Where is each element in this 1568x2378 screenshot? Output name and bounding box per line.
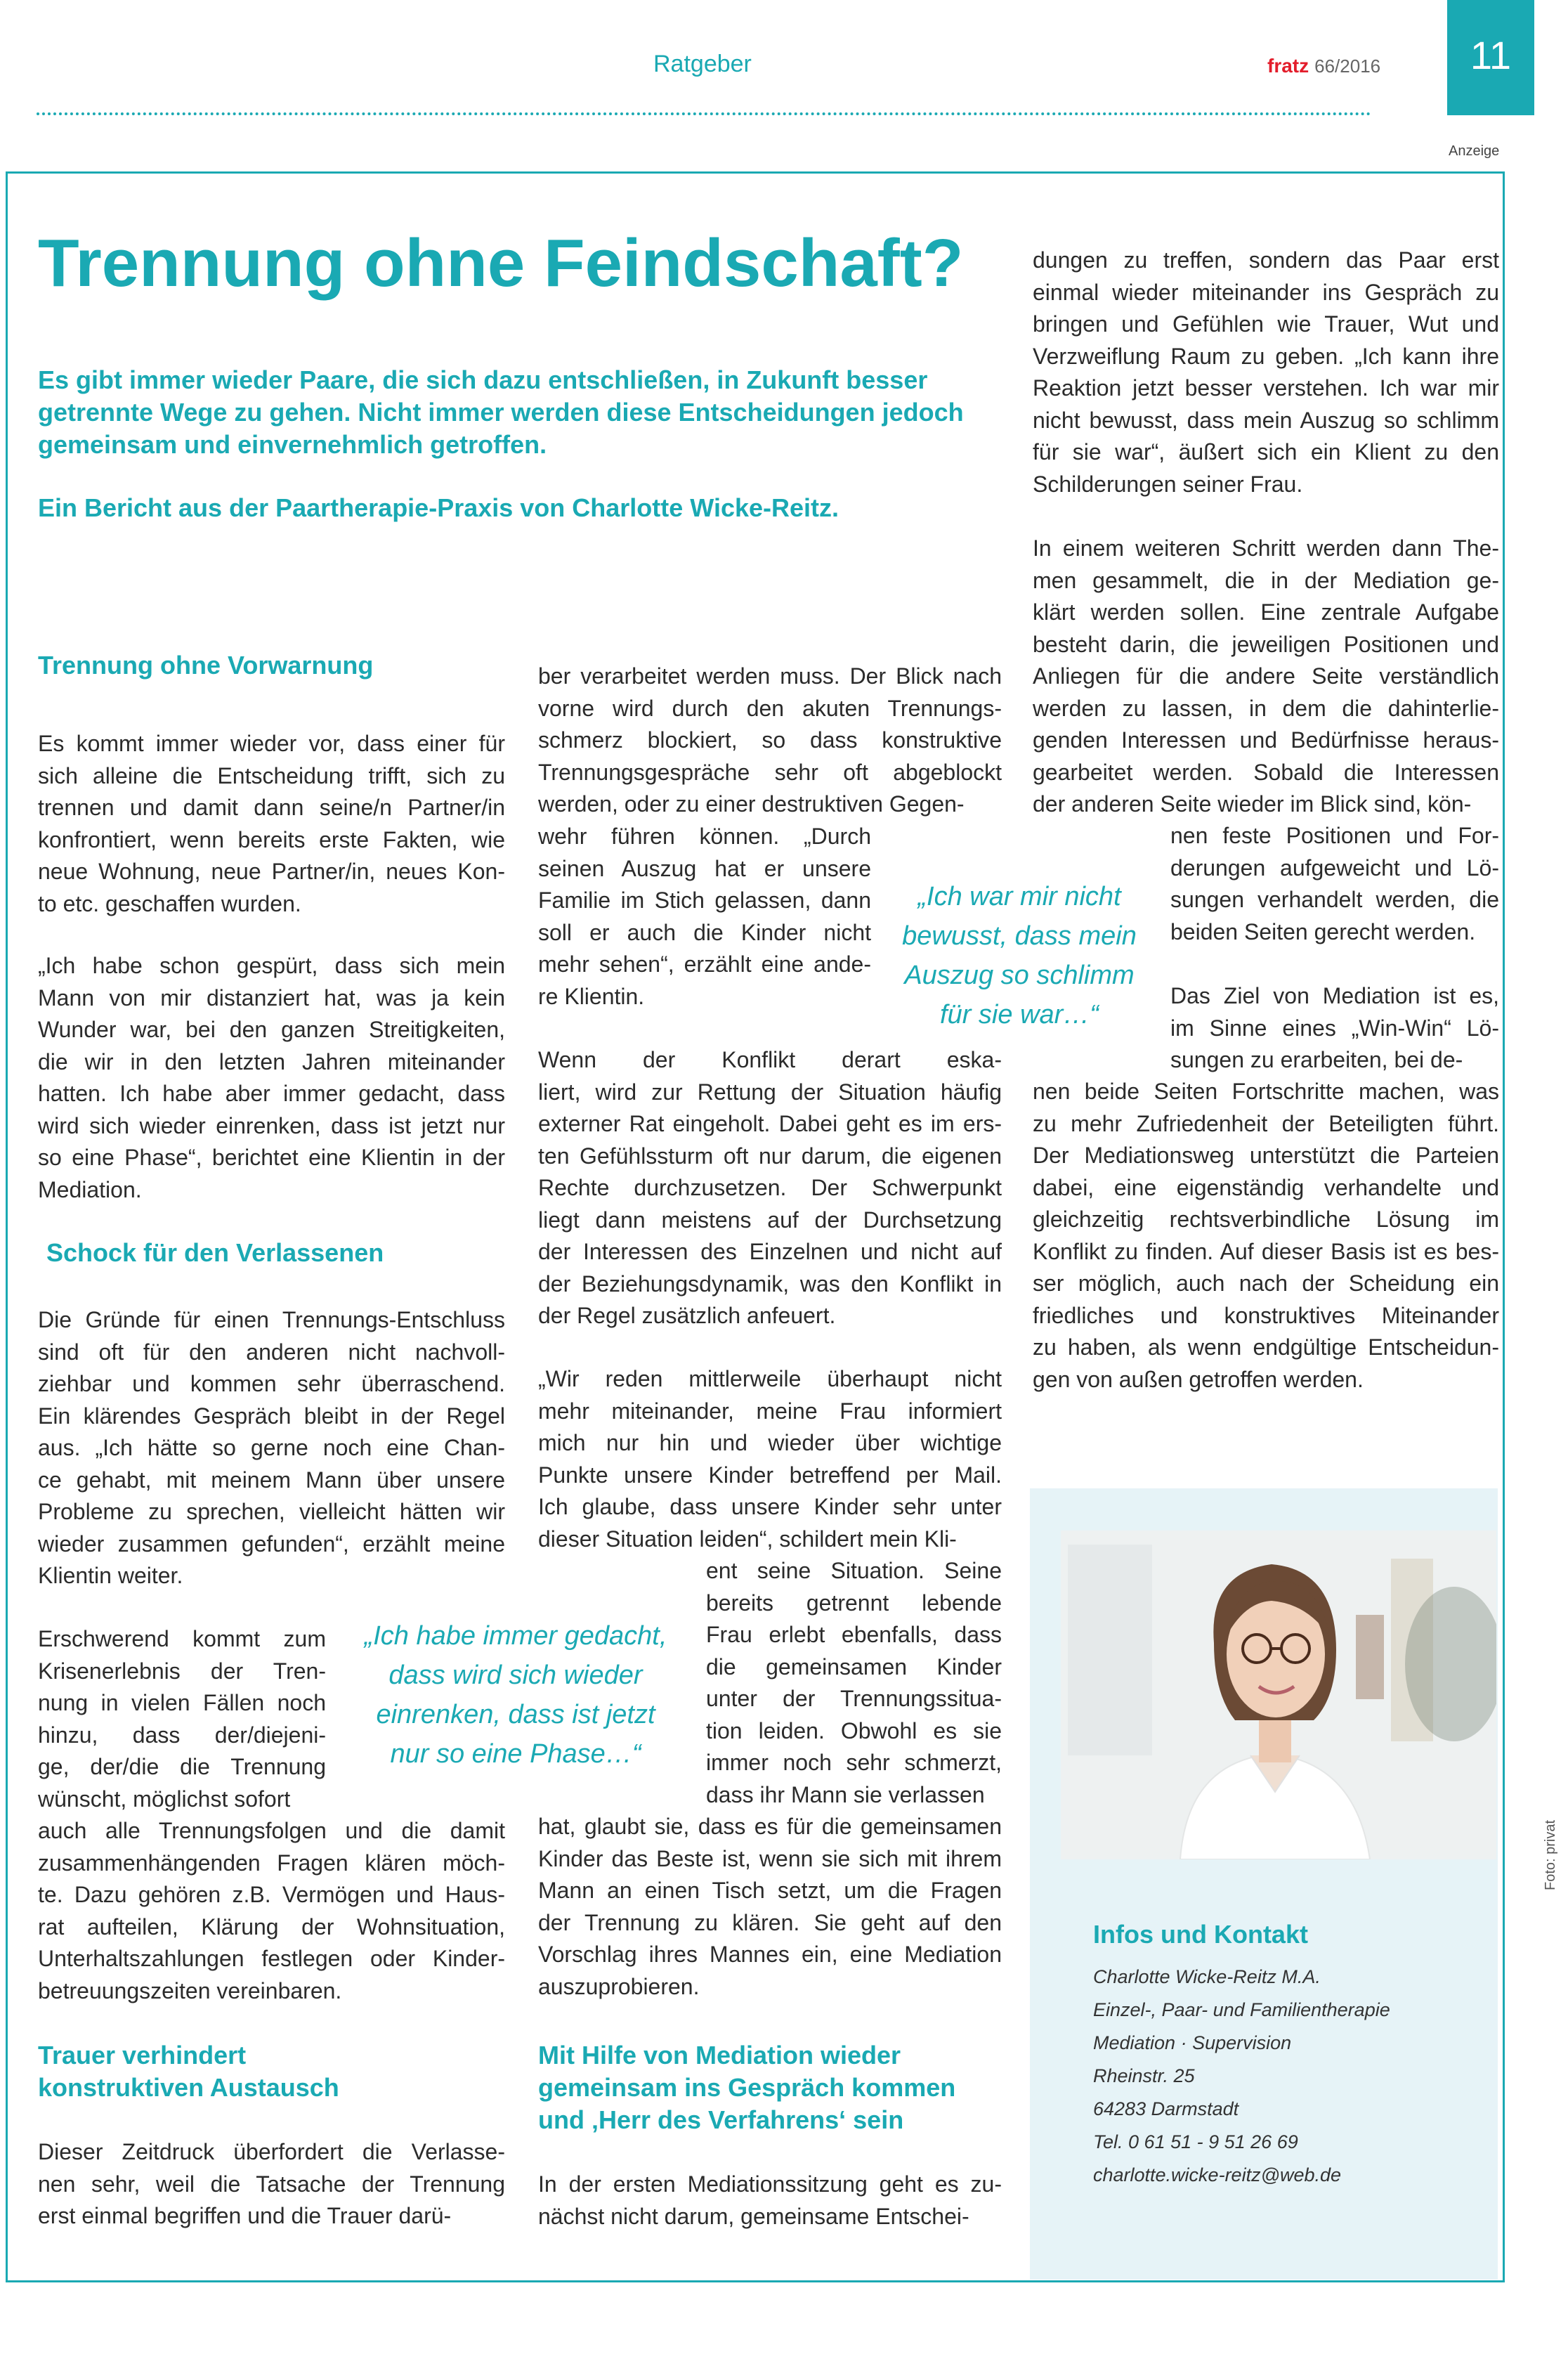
text-line: wehr führen können. „Durch <box>538 824 871 849</box>
text-line: nen sehr, weil die Tatsache der Trennung <box>38 2171 505 2197</box>
text-line: der Trennung zu klären. Sie geht auf den <box>538 1909 1002 1935</box>
col3-paragraph-3-wrap <box>1170 980 1499 1077</box>
col1-paragraph-3 <box>38 1304 505 1592</box>
text-line: re Klientin. <box>538 983 645 1009</box>
text-line: wieder zusammen gefunden“, erzählt meine <box>38 1531 505 1557</box>
text-line: betreuungszeiten vereinbaren. <box>38 1977 342 2003</box>
portrait-illustration <box>1061 1531 1496 1859</box>
text-line: konstruktiven Austausch <box>38 2073 339 2102</box>
subheading-mediation <box>538 2039 955 2136</box>
issue-number: 66/2016 <box>1314 56 1381 77</box>
text-line: für sie war…“ <box>940 1000 1099 1029</box>
pull-quote-1 <box>894 877 1145 1034</box>
page-number: 11 <box>1470 33 1512 77</box>
text-line: und ‚Herr des Verfahrens‘ sein <box>538 2105 904 2134</box>
text-line: mehr miteinander, meine Frau informiert <box>538 1398 1002 1424</box>
text-line: Es kommt immer wieder vor, dass einer für <box>38 731 505 756</box>
text-line: Einzel-, Paar- und Familientherapie <box>1093 1999 1390 2020</box>
text-line: te. Dazu gehören z.B. Vermögen und Haus- <box>38 1882 505 1907</box>
col1-paragraph-4-wrap <box>38 1623 326 1815</box>
text-line: werden zu lassen, in dem die dahinterlie- <box>1033 695 1499 721</box>
text-line: In der ersten Mediationssitzung geht es zu- <box>538 2171 1002 2197</box>
magazine-brand <box>1267 55 1380 77</box>
text-line: liegt dann meistens auf der Durchsetzung <box>538 1207 1002 1233</box>
portrait-photo <box>1061 1531 1496 1859</box>
col1-paragraph-4 <box>38 1815 505 2007</box>
text-line: Mann von mir distanziert hat, was ja kein <box>38 985 505 1011</box>
page-number-box <box>1447 0 1534 115</box>
text-line: to etc. geschaffen wurden. <box>38 890 301 916</box>
text-line: charlotte.wicke-reitz@web.de <box>1093 2164 1342 2185</box>
text-line: wünscht, möglichst sofort <box>38 1786 291 1812</box>
text-line: Dieser Zeitdruck überfordert die Verlasse- <box>38 2139 505 2164</box>
text-line: Rheinstr. 25 <box>1093 2065 1195 2086</box>
col2-paragraph-1 <box>538 661 1002 821</box>
text-line: sungen zu erarbeiten, bei de- <box>1170 1047 1463 1072</box>
text-line: schmerz blockiert, so dass konstruktive <box>538 727 1002 753</box>
text-line: ent seine Situation. Seine <box>706 1558 1002 1583</box>
text-line: gemeinsam ins Gespräch kommen <box>538 2073 956 2102</box>
text-line: im Sinne eines „Win-Win“ Lö- <box>1170 1015 1499 1041</box>
text-line: seinen Auszug hat er unsere <box>538 855 871 881</box>
text-line: sungen verhandelt werden, die <box>1170 887 1499 912</box>
text-line: nächst nicht darum, gemeinsame Entschei- <box>538 2203 969 2229</box>
header-divider <box>37 112 1371 115</box>
text-line: Probleme zu sprechen, vielleicht hätten wir <box>38 1499 505 1524</box>
col2-paragraph-3-end <box>538 1811 1002 2003</box>
text-line: ser möglich, auch nach der Scheidung ein <box>1033 1271 1499 1296</box>
text-line: hinzu, dass der/diejeni- <box>38 1722 326 1748</box>
text-line: besteht darin, die jeweiligen Positionen und <box>1033 631 1499 657</box>
text-line: Frau erlebt ebenfalls, dass <box>706 1622 1002 1647</box>
article-byline: Ein Bericht aus der Paartherapie-Praxis von Charlotte Wicke-Reitz. <box>38 493 839 522</box>
text-line: erst einmal begriffen und die Trauer darü- <box>38 2203 452 2228</box>
text-line: Mediation · Supervision <box>1093 2032 1292 2053</box>
text-line: konfrontiert, wenn bereits erste Fakten, wie <box>38 826 505 852</box>
text-line: genden Interessen und Bedürfnisse heraus- <box>1033 727 1499 753</box>
text-line: der Beziehungsdynamik, was den Konflikt in <box>538 1271 1002 1297</box>
text-line: Die Gründe für einen Trennungs-Entschluss <box>38 1307 505 1332</box>
text-line: men gesammelt, die in der Mediation ge- <box>1033 567 1499 593</box>
text-line: gen von außen getroffen werden. <box>1033 1366 1364 1392</box>
text-line: sich alleine die Entscheidung trifft, sich zu <box>38 762 505 788</box>
subheading-trauer <box>38 2039 339 2104</box>
text-line: zu haben, als wenn endgültige Entscheidun- <box>1033 1334 1499 1360</box>
text-line: der anderen Seite wieder im Blick sind, kön- <box>1033 791 1472 817</box>
text-line: ce gehabt, mit meinem Mann über unsere <box>38 1467 505 1493</box>
text-line: bringen und Gefühlen wie Trauer, Wut und <box>1033 311 1499 337</box>
text-line: Familie im Stich gelassen, dann <box>538 888 871 913</box>
text-line: hat, glaubt sie, dass es für die gemeinsamen <box>538 1814 1002 1839</box>
text-line: ber verarbeitet werden muss. Der Blick nach <box>538 663 1002 689</box>
text-line: neue Wohnung, neue Partner/in, neues Kon- <box>38 859 505 884</box>
text-line: die gemeinsamen Kinder <box>706 1653 1002 1679</box>
text-line: rat aufteilen, Klärung der Wohnsituation, <box>38 1914 505 1940</box>
text-line: beiden Seiten gerecht werden. <box>1170 918 1476 944</box>
text-line: mich nur hin und wieder über wichtige <box>538 1430 1002 1455</box>
text-line: Punkte unsere Kinder betreffend per Mail. <box>538 1462 1002 1488</box>
text-line: der Interessen des Einzelnen und nicht auf <box>538 1239 1002 1264</box>
text-line: Klientin weiter. <box>38 1563 183 1588</box>
text-line: ge, der/die die Trennung <box>38 1754 326 1779</box>
text-line: auszuprobieren. <box>538 1973 700 1999</box>
text-line: Mann an einen Tisch setzt, um die Fragen <box>538 1878 1002 1903</box>
col2-paragraph-1-wrap <box>538 821 871 1013</box>
text-line: Der Mediationsweg unterstützt die Parteien <box>1033 1143 1499 1168</box>
text-line: aus. „Ich hätte so gerne noch eine Chan- <box>38 1435 505 1460</box>
ad-label: Anzeige <box>1449 143 1500 159</box>
text-line: Erschwerend kommt zum <box>38 1626 326 1651</box>
text-line: Wunder war, bei den ganzen Streitigkeiten, <box>38 1017 505 1042</box>
text-line: Kinder das Beste ist, wenn sie sich mit ihrem <box>538 1845 1002 1871</box>
col1-paragraph-2 <box>38 950 505 1206</box>
text-line: auch alle Trennungsfolgen und die damit <box>38 1818 505 1843</box>
text-line: dass wird sich wieder <box>388 1661 643 1690</box>
text-line: nung in vielen Fällen noch <box>38 1690 326 1715</box>
brand-logo: fratz <box>1267 55 1309 77</box>
text-line: Das Ziel von Mediation ist es, <box>1170 983 1499 1008</box>
text-line: friedliches und konstruktives Miteinander <box>1033 1302 1499 1328</box>
article-title: Trennung ohne Feindschaft? <box>38 226 964 301</box>
col2-paragraph-3-wrap <box>706 1555 1002 1811</box>
contact-details <box>1093 1961 1390 2192</box>
text-line: bewusst, dass mein <box>902 921 1137 951</box>
text-line: „Ich war mir nicht <box>917 882 1121 911</box>
text-line: dabei, eine eigenständig verhandelte und <box>1033 1174 1499 1200</box>
text-line: wird sich wieder einrenken, dass ist jetzt nur <box>38 1112 505 1138</box>
col3-paragraph-1 <box>1033 245 1499 500</box>
text-line: liert, wird zur Rettung der Situation häufig <box>538 1079 1002 1105</box>
info-title: Infos und Kontakt <box>1093 1920 1308 1949</box>
col3-paragraph-3 <box>1033 1076 1499 1396</box>
text-line: so eine Phase“, berichtet eine Klientin in der <box>38 1145 505 1170</box>
text-line: Ich glaube, dass unsere Kinder sehr unter <box>538 1494 1002 1519</box>
text-line: derungen aufgeweicht und Lö- <box>1170 855 1499 881</box>
text-line: immer noch sehr schmerzt, <box>706 1750 1002 1775</box>
text-line: Mit Hilfe von Mediation wieder <box>538 2041 901 2070</box>
text-line: werden, oder zu einer destruktiven Gegen- <box>538 791 965 817</box>
text-line: Auszug so schlimm <box>904 961 1135 990</box>
text-line: unter der Trennungssitua- <box>706 1686 1002 1711</box>
photo-credit: Foto: privat <box>1543 1819 1558 1890</box>
text-line: Unterhaltszahlungen festlegen oder Kinder- <box>38 1946 505 1971</box>
text-line: Mediation. <box>38 1176 142 1202</box>
text-line: „Ich habe immer gedacht, <box>364 1621 667 1651</box>
pull-quote-2 <box>347 1616 684 1774</box>
text-line: dieser Situation leiden“, schildert mein Kli- <box>538 1526 957 1552</box>
text-line: dass ihr Mann sie verlassen <box>706 1781 985 1807</box>
col3-paragraph-2-wrap <box>1170 820 1499 948</box>
text-line: „Wir reden mittlerweile überhaupt nicht <box>538 1366 1002 1391</box>
text-line: zusammenhängenden Fragen klären möch- <box>38 1850 505 1876</box>
text-line: ziehbar und kommen sehr überraschend. <box>38 1371 505 1396</box>
text-line: Trennungsgespräche sehr oft abgeblockt <box>538 759 1002 785</box>
article-lead: Es gibt immer wieder Paare, die sich dazu entschließen, in Zukunft besser getrennte Wege zu gehen. Nicht immer werden diese Entscheidungen jedoch gemeinsam und einvernehmlich getroffen. <box>38 365 964 459</box>
text-line: nen feste Positionen und For- <box>1170 823 1499 848</box>
text-line: Ein klärendes Gespräch bleibt in der Regel <box>38 1403 505 1429</box>
text-line: der Regel zusätzlich anfeuert. <box>538 1303 836 1328</box>
subheading-trennung-ohne-vorwarnung: Trennung ohne Vorwarnung <box>38 651 374 680</box>
text-line: gearbeitet werden. Sobald die Interessen <box>1033 759 1499 785</box>
text-line: nicht bewusst, dass mein Auszug so schlimm <box>1033 407 1499 433</box>
text-line: bereits getrennt lebende <box>706 1590 1002 1616</box>
text-line: Krisenerlebnis der Tren- <box>38 1658 326 1684</box>
text-line: In einem weiteren Schritt werden dann The- <box>1033 535 1499 561</box>
col2-paragraph-2 <box>538 1044 1002 1332</box>
text-line: 64283 Darmstadt <box>1093 2098 1239 2119</box>
text-line: hatten. Ich habe aber immer gedacht, dass <box>38 1081 505 1106</box>
text-line: externer Rat eingeholt. Dabei geht es im ers- <box>538 1111 1002 1136</box>
col3-paragraph-2 <box>1033 533 1499 821</box>
text-line: mehr sehen“, erzählt eine ande- <box>538 951 871 977</box>
text-line: Verzweiflung Raum zu geben. „Ich kann ihre <box>1033 343 1499 369</box>
text-line: soll er auch die Kinder nicht <box>538 919 871 945</box>
text-line: nen beide Seiten Fortschritte machen, was <box>1033 1079 1499 1104</box>
text-line: Rechte durchzusetzen. Der Schwerpunkt <box>538 1175 1002 1200</box>
text-line: einmal wieder miteinander ins Gespräch zu <box>1033 279 1499 305</box>
text-line: Anliegen für die andere Seite verständlich <box>1033 663 1499 689</box>
text-line: Vorschlag ihres Mannes ein, eine Mediation <box>538 1942 1002 1967</box>
text-line: vorne wird durch den akuten Trennungs- <box>538 695 1002 721</box>
section-label: Ratgeber <box>653 51 752 77</box>
text-line: Wenn der Konflikt derart eska- <box>538 1047 1002 1072</box>
text-line: dungen zu treffen, sondern das Paar erst <box>1033 247 1499 273</box>
text-line: einrenken, dass ist jetzt <box>376 1700 655 1729</box>
text-line: tion leiden. Obwohl es sie <box>706 1717 1002 1743</box>
text-line: Reaktion jetzt besser verstehen. Ich war mir <box>1033 375 1499 401</box>
text-line: Schilderungen seiner Frau. <box>1033 471 1303 497</box>
col2-paragraph-3 <box>538 1363 1002 1555</box>
text-line: Konflikt zu finden. Auf dieser Basis ist es bes- <box>1033 1238 1499 1264</box>
text-line: die wir in den letzten Jahren miteinander <box>38 1048 505 1074</box>
text-line: ten Gefühlssturm oft nur darum, die eigenen <box>538 1143 1002 1169</box>
text-line: zu mehr Zufriedenheit der Beteiligten führt. <box>1033 1110 1499 1136</box>
col1-paragraph-5 <box>38 2136 505 2233</box>
text-line: „Ich habe schon gespürt, dass sich mein <box>38 953 505 978</box>
text-line: klärt werden sollen. Eine zentrale Aufgabe <box>1033 599 1499 625</box>
text-line: nur so eine Phase…“ <box>390 1739 641 1769</box>
text-line: gleichzeitig rechtsverbindliche Lösung im <box>1033 1207 1499 1232</box>
col1-paragraph-1 <box>38 728 505 920</box>
subheading-schock: Schock für den Verlassenen <box>46 1238 384 1267</box>
col2-paragraph-4 <box>538 2169 1002 2233</box>
text-line: trennen und damit dann seine/n Partner/in <box>38 795 505 820</box>
text-line: Charlotte Wicke-Reitz M.A. <box>1093 1966 1321 1987</box>
text-line: Tel. 0 61 51 - 9 51 26 69 <box>1093 2131 1298 2152</box>
text-line: sind oft für den anderen nicht nachvoll- <box>38 1339 505 1365</box>
text-line: Trauer verhindert <box>38 2041 247 2070</box>
text-line: für sie war“, äußert sich ein Klient zu den <box>1033 439 1499 464</box>
